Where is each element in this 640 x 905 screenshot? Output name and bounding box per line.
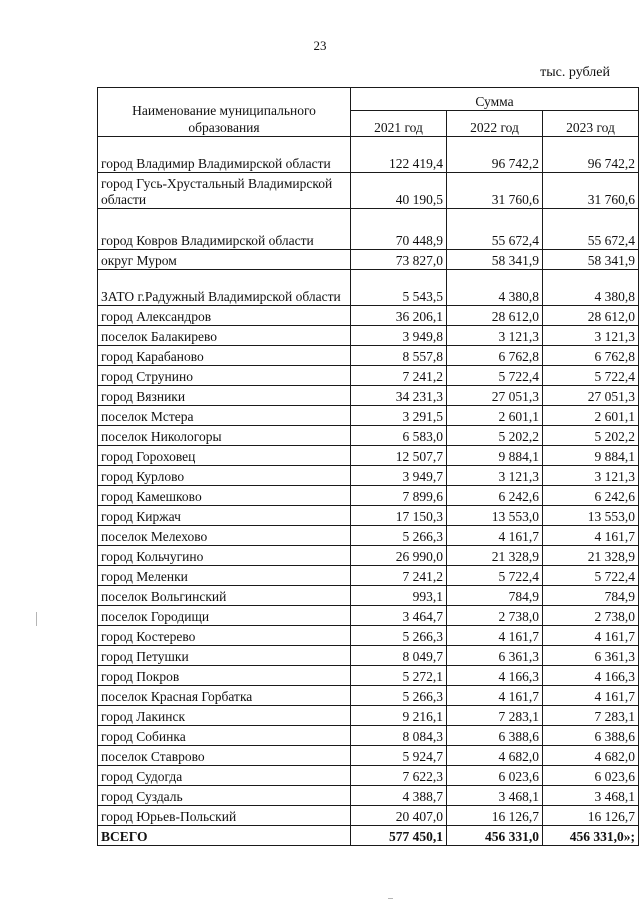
- row-value-2023: 6 361,3: [543, 646, 639, 666]
- row-name: город Петушки: [98, 646, 351, 666]
- row-name: город Камешково: [98, 486, 351, 506]
- table-row: [98, 446, 639, 466]
- total-label: ВСЕГО: [98, 826, 351, 846]
- row-name: город Меленки: [98, 566, 351, 586]
- row-value-2023: 28 612,0: [543, 306, 639, 326]
- row-value-2022: 4 161,7: [447, 626, 543, 646]
- row-value-2021: 70 448,9: [351, 209, 447, 250]
- row-value-2021: 9 216,1: [351, 706, 447, 726]
- row-name: город Струнино: [98, 366, 351, 386]
- transfer-table: [97, 87, 639, 846]
- row-name: поселок Никологоры: [98, 426, 351, 446]
- units-label: тыс. рублей: [540, 65, 610, 80]
- row-value-2021: 20 407,0: [351, 806, 447, 826]
- row-value-2022: 55 672,4: [447, 209, 543, 250]
- row-value-2023: 96 742,2: [543, 137, 639, 173]
- row-value-2021: 7 241,2: [351, 566, 447, 586]
- row-value-2022: 16 126,7: [447, 806, 543, 826]
- row-value-2021: 36 206,1: [351, 306, 447, 326]
- row-name: город Киржач: [98, 506, 351, 526]
- row-value-2021: 5 924,7: [351, 746, 447, 766]
- row-name: город Костерево: [98, 626, 351, 646]
- row-value-2023: 5 202,2: [543, 426, 639, 446]
- row-value-2023: 3 121,3: [543, 326, 639, 346]
- row-value-2022: 3 121,3: [447, 466, 543, 486]
- row-value-2021: 8 557,8: [351, 346, 447, 366]
- row-value-2022: 4 380,8: [447, 270, 543, 306]
- table-row: [98, 766, 639, 786]
- row-value-2021: 8 049,7: [351, 646, 447, 666]
- table-row: [98, 546, 639, 566]
- table-row: [98, 526, 639, 546]
- row-value-2021: 73 827,0: [351, 250, 447, 270]
- table-row: [98, 326, 639, 346]
- table-row: [98, 173, 639, 209]
- row-value-2022: 784,9: [447, 586, 543, 606]
- row-value-2022: 6 361,3: [447, 646, 543, 666]
- row-name: поселок Городищи: [98, 606, 351, 626]
- table-row: [98, 566, 639, 586]
- table-row: [98, 606, 639, 626]
- row-value-2022: 58 341,9: [447, 250, 543, 270]
- row-value-2022: 4 166,3: [447, 666, 543, 686]
- row-value-2021: 993,1: [351, 586, 447, 606]
- table-row: [98, 786, 639, 806]
- row-name: город Лакинск: [98, 706, 351, 726]
- table-row: [98, 386, 639, 406]
- row-value-2023: 7 283,1: [543, 706, 639, 726]
- row-value-2021: 6 583,0: [351, 426, 447, 446]
- table-row: [98, 666, 639, 686]
- row-name: город Юрьев-Польский: [98, 806, 351, 826]
- row-value-2021: 5 266,3: [351, 626, 447, 646]
- row-value-2021: 7 899,6: [351, 486, 447, 506]
- row-value-2022: 21 328,9: [447, 546, 543, 566]
- table-row: [98, 726, 639, 746]
- row-value-2023: 2 601,1: [543, 406, 639, 426]
- row-value-2021: 8 084,3: [351, 726, 447, 746]
- row-value-2022: 13 553,0: [447, 506, 543, 526]
- table-body: [98, 137, 639, 846]
- table-row: [98, 406, 639, 426]
- row-value-2023: 4 380,8: [543, 270, 639, 306]
- row-value-2023: 4 682,0: [543, 746, 639, 766]
- row-value-2023: 5 722,4: [543, 566, 639, 586]
- row-value-2022: 96 742,2: [447, 137, 543, 173]
- table-row: [98, 586, 639, 606]
- row-value-2021: 26 990,0: [351, 546, 447, 566]
- row-value-2023: 4 166,3: [543, 666, 639, 686]
- row-value-2022: 31 760,6: [447, 173, 543, 209]
- header-year-2021: 2021 год: [351, 111, 447, 137]
- table-row: [98, 346, 639, 366]
- row-value-2023: 6 242,6: [543, 486, 639, 506]
- row-name: город Кольчугино: [98, 546, 351, 566]
- table-row: [98, 806, 639, 826]
- table-row: [98, 250, 639, 270]
- row-value-2023: 6 388,6: [543, 726, 639, 746]
- row-name: поселок Мстера: [98, 406, 351, 426]
- total-2023: 456 331,0»;: [543, 826, 639, 846]
- row-value-2022: 5 722,4: [447, 366, 543, 386]
- row-value-2021: 5 266,3: [351, 526, 447, 546]
- row-value-2021: 7 622,3: [351, 766, 447, 786]
- table-row: [98, 366, 639, 386]
- header-year-2022: 2022 год: [447, 111, 543, 137]
- header-name: Наименование муниципального образования: [98, 88, 351, 137]
- row-name: город Ковров Владимирской области: [98, 209, 351, 250]
- table-row: [98, 746, 639, 766]
- row-name: город Владимир Владимирской области: [98, 137, 351, 173]
- row-value-2022: 2 601,1: [447, 406, 543, 426]
- row-value-2021: 4 388,7: [351, 786, 447, 806]
- row-value-2021: 17 150,3: [351, 506, 447, 526]
- row-value-2022: 28 612,0: [447, 306, 543, 326]
- row-value-2022: 4 682,0: [447, 746, 543, 766]
- row-value-2023: 4 161,7: [543, 686, 639, 706]
- row-value-2022: 5 202,2: [447, 426, 543, 446]
- row-value-2023: 9 884,1: [543, 446, 639, 466]
- row-name: город Покров: [98, 666, 351, 686]
- row-value-2022: 27 051,3: [447, 386, 543, 406]
- table-row: [98, 306, 639, 326]
- page-number: 23: [313, 38, 327, 53]
- row-value-2023: 3 121,3: [543, 466, 639, 486]
- row-value-2021: 5 272,1: [351, 666, 447, 686]
- total-2022: 456 331,0: [447, 826, 543, 846]
- scan-mark: [388, 898, 393, 899]
- row-value-2023: 3 468,1: [543, 786, 639, 806]
- table-row: [98, 506, 639, 526]
- table-row: [98, 137, 639, 173]
- row-value-2022: 3 121,3: [447, 326, 543, 346]
- row-value-2023: 5 722,4: [543, 366, 639, 386]
- table-header: [98, 88, 639, 137]
- row-value-2023: 4 161,7: [543, 526, 639, 546]
- table-row: [98, 486, 639, 506]
- row-value-2023: 58 341,9: [543, 250, 639, 270]
- row-value-2023: 31 760,6: [543, 173, 639, 209]
- row-value-2022: 6 388,6: [447, 726, 543, 746]
- row-name: поселок Ставрово: [98, 746, 351, 766]
- table-row: [98, 626, 639, 646]
- row-name: поселок Красная Горбатка: [98, 686, 351, 706]
- row-value-2022: 7 283,1: [447, 706, 543, 726]
- row-name: город Курлово: [98, 466, 351, 486]
- row-value-2022: 4 161,7: [447, 686, 543, 706]
- table-row: [98, 426, 639, 446]
- row-value-2021: 34 231,3: [351, 386, 447, 406]
- row-value-2023: 21 328,9: [543, 546, 639, 566]
- table-row: [98, 466, 639, 486]
- table-row: [98, 686, 639, 706]
- row-value-2023: 55 672,4: [543, 209, 639, 250]
- row-name: город Карабаново: [98, 346, 351, 366]
- row-value-2021: 3 464,7: [351, 606, 447, 626]
- row-name: поселок Балакирево: [98, 326, 351, 346]
- table-row: [98, 706, 639, 726]
- row-value-2022: 5 722,4: [447, 566, 543, 586]
- row-name: округ Муром: [98, 250, 351, 270]
- scan-mark: [36, 612, 37, 626]
- row-value-2022: 3 468,1: [447, 786, 543, 806]
- row-name: поселок Мелехово: [98, 526, 351, 546]
- row-name: город Александров: [98, 306, 351, 326]
- row-value-2023: 16 126,7: [543, 806, 639, 826]
- row-value-2023: 784,9: [543, 586, 639, 606]
- row-value-2021: 3 949,8: [351, 326, 447, 346]
- row-name: город Гороховец: [98, 446, 351, 466]
- row-value-2021: 7 241,2: [351, 366, 447, 386]
- row-value-2022: 4 161,7: [447, 526, 543, 546]
- table-row: [98, 270, 639, 306]
- row-value-2021: 3 291,5: [351, 406, 447, 426]
- row-value-2021: 122 419,4: [351, 137, 447, 173]
- row-value-2022: 9 884,1: [447, 446, 543, 466]
- row-value-2023: 27 051,3: [543, 386, 639, 406]
- header-sum: Сумма: [351, 88, 639, 111]
- row-value-2021: 40 190,5: [351, 173, 447, 209]
- row-name: город Вязники: [98, 386, 351, 406]
- row-value-2021: 12 507,7: [351, 446, 447, 466]
- row-name: поселок Вольгинский: [98, 586, 351, 606]
- row-name: город Судогда: [98, 766, 351, 786]
- row-value-2023: 4 161,7: [543, 626, 639, 646]
- table-row: [98, 646, 639, 666]
- row-value-2022: 2 738,0: [447, 606, 543, 626]
- total-row: [98, 826, 639, 846]
- row-name: ЗАТО г.Радужный Владимирской области: [98, 270, 351, 306]
- row-value-2022: 6 023,6: [447, 766, 543, 786]
- table-row: [98, 209, 639, 250]
- row-value-2021: 5 266,3: [351, 686, 447, 706]
- row-value-2021: 5 543,5: [351, 270, 447, 306]
- row-value-2023: 2 738,0: [543, 606, 639, 626]
- row-value-2023: 13 553,0: [543, 506, 639, 526]
- row-value-2023: 6 023,6: [543, 766, 639, 786]
- row-value-2023: 6 762,8: [543, 346, 639, 366]
- row-value-2022: 6 242,6: [447, 486, 543, 506]
- total-2021: 577 450,1: [351, 826, 447, 846]
- row-value-2022: 6 762,8: [447, 346, 543, 366]
- row-name: город Гусь-Хрустальный Владимирской области: [98, 173, 351, 209]
- row-name: город Суздаль: [98, 786, 351, 806]
- header-year-2023: 2023 год: [543, 111, 639, 137]
- row-value-2021: 3 949,7: [351, 466, 447, 486]
- row-name: город Собинка: [98, 726, 351, 746]
